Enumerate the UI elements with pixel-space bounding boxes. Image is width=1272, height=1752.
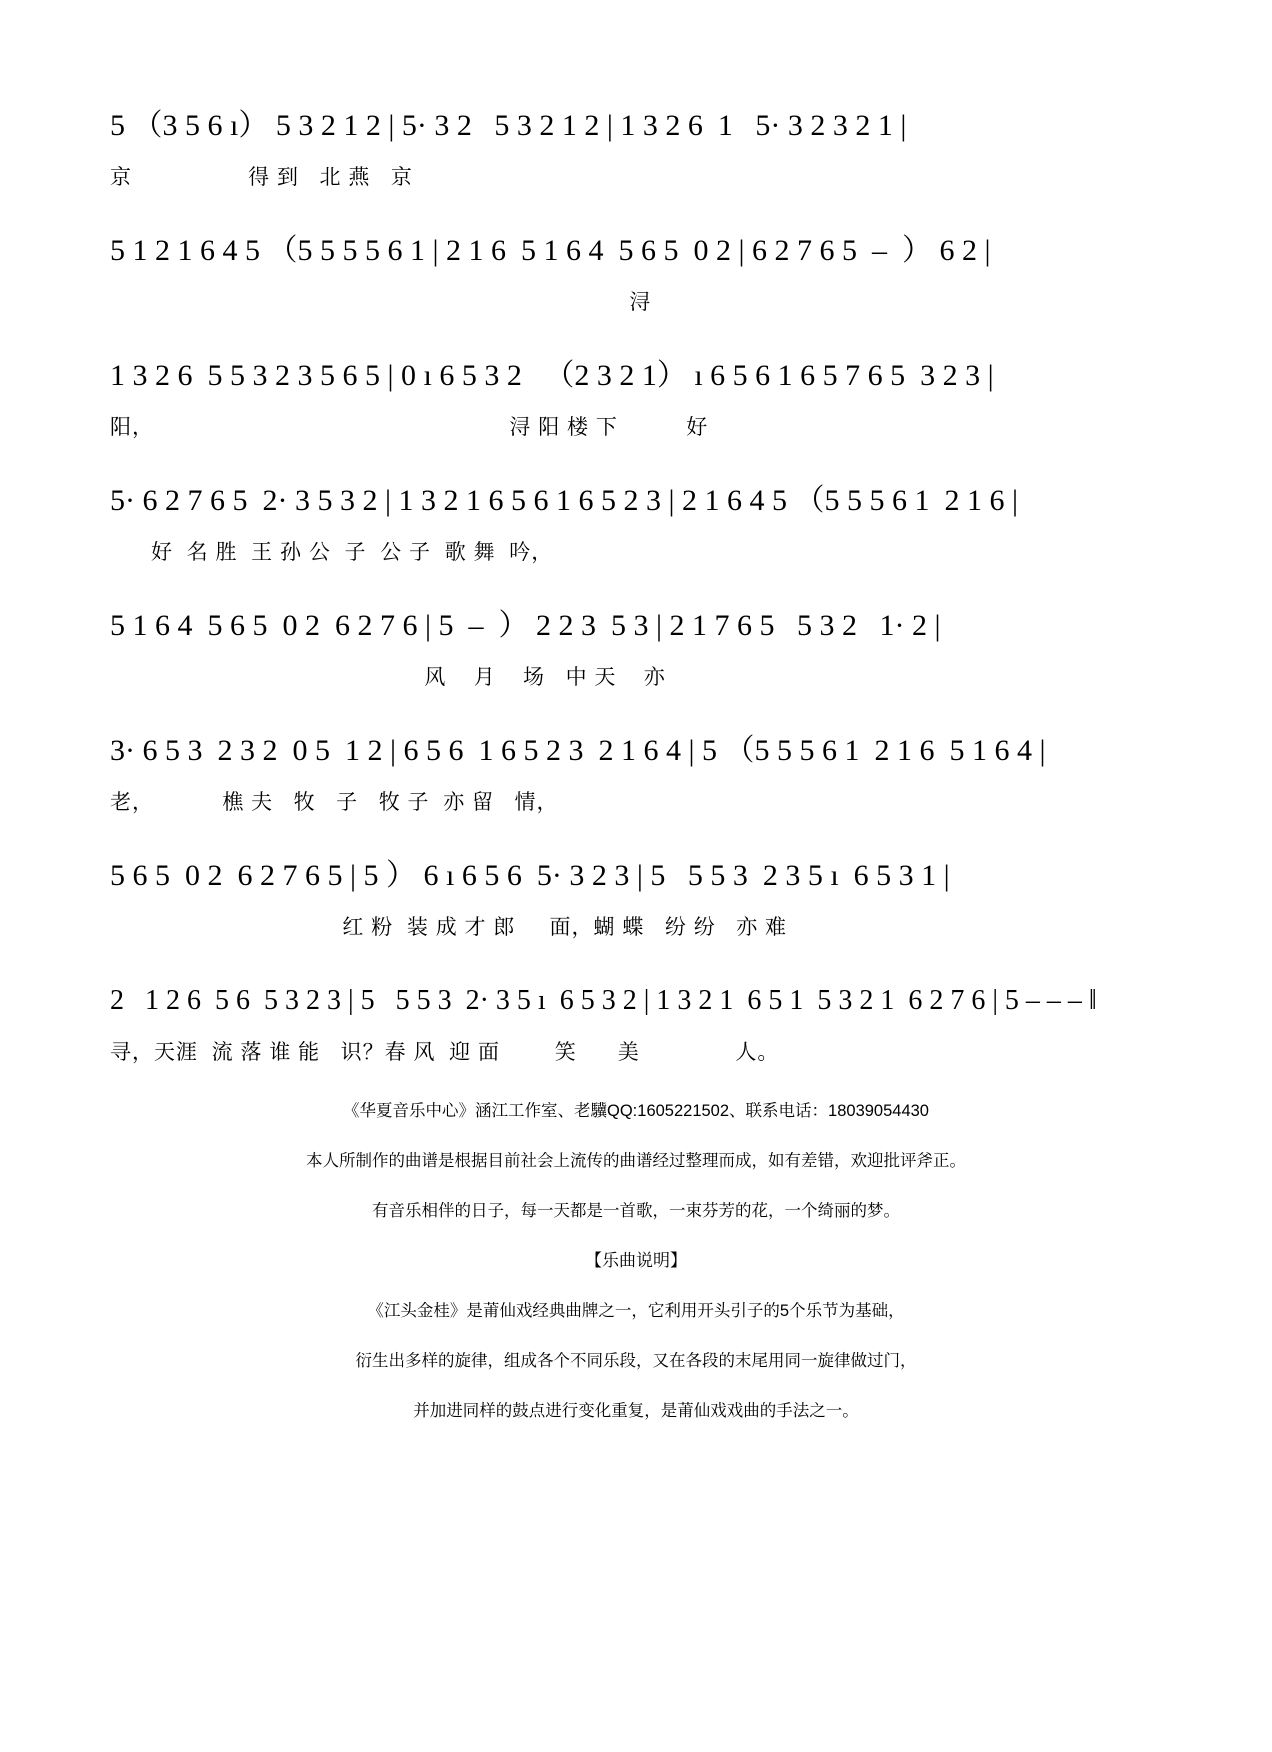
note-line [110,845,1120,907]
lyric-line [110,657,1120,699]
notation-system [110,595,1120,720]
footer-disclaimer: 本人所制作的曲谱是根据目前社会上流传的曲谱经过整理而成，如有差错，欢迎批评斧正。 [306,1152,966,1170]
footer-description-1: 《江头金桂》是莆仙戏经典曲牌之一，它利用开头引子的5个乐节为基础， [367,1302,905,1320]
notation-system [110,345,1120,470]
footer-contact: 《华夏音乐中心》涵江工作室、老驥QQ:1605221502、联系电话：18039054430 [343,1102,929,1120]
footer-notes [0,1100,1272,1450]
lyric-line [110,282,1120,324]
note-line [110,470,1120,532]
notation-system [110,720,1120,845]
notation-system [110,970,1120,1095]
lyric-text: 浔 [110,291,652,314]
notation-system [110,470,1120,595]
note-line [110,595,1120,657]
note-text: 5· 6 2 7 6 5 2· 3 5 3 2 | 1 3 2 1 6 5 6 1 6 5 2 3 | 2 1 6 4 5 （5 5 5 6 1 2 1 6 | [110,484,1018,517]
footer-quote: 有音乐相伴的日子，每一天都是一首歌，一束芬芳的花，一个绮丽的梦。 [372,1202,900,1220]
note-text: 1 3 2 6 5 5 3 2 3 5 6 5 | 0 ı 6 5 3 2 （2 3 2 1） ı 6 5 6 1 6 5 7 6 5 3 2 3 | [110,359,994,392]
lyric-text: 好 名 胜 王 孙 公 子 公 子 歌 舞 吟， [110,541,554,564]
note-text: 5 1 6 4 5 6 5 0 2 6 2 7 6 | 5 – ） 2 2 3 5 3 | 2 1 7 6 5 5 3 2 1· 2 | [110,609,941,642]
footer-description-2: 衍生出多样的旋律，组成各个不同乐段，又在各段的末尾用同一旋律做过门， [355,1352,917,1370]
lyric-line [110,532,1120,574]
lyric-text: 京 得 到 北 燕 京 [110,166,413,189]
note-text: 5 （3 5 6 ı） 5 3 2 1 2 | 5· 3 2 5 3 2 1 2 | 1 3 2 6 1 5· 3 2 3 2 1 | [110,109,907,142]
footer-section-title: 【乐曲说明】 [585,1251,687,1270]
lyric-text: 寻，天涯 流 落 谁 能 识？春 风 迎 面 笑 美 人。 [110,1041,780,1064]
lyric-text: 老， 樵 夫 牧 子 牧 子 亦 留 情， [110,791,559,814]
lyric-text: 风 月 场 中 天 亦 [110,666,666,689]
lyric-line [110,407,1120,449]
note-line [110,220,1120,282]
lyric-text: 红 粉 装 成 才 郎 面，蝴 蝶 纷 纷 亦 难 [110,916,788,939]
lyric-line [110,157,1120,199]
notation-system [110,95,1120,220]
footer-description-3: 并加进同样的鼓点进行变化重复，是莆仙戏戏曲的手法之一。 [413,1402,859,1420]
note-text: 5 6 5 0 2 6 2 7 6 5 | 5 ） 6 ı 6 5 6 5· 3 2 3 | 5 5 5 3 2 3 5 ı 6 5 3 1 | [110,859,950,892]
notation-area [110,95,1120,1095]
notation-system [110,845,1120,970]
note-line [110,970,1120,1032]
lyric-line [110,907,1120,949]
note-line [110,345,1120,407]
lyric-text: 阳， 浔 阳 楼 下 好 [110,416,709,439]
note-line [110,95,1120,157]
note-text: 3· 6 5 3 2 3 2 0 5 1 2 | 6 5 6 1 6 5 2 3 2 1 6 4 | 5 （5 5 5 6 1 2 1 6 5 1 6 4 | [110,734,1046,767]
note-text: 2 1 2 6 5 6 5 3 2 3 | 5 5 5 3 2· 3 5 ı 6 5 3 2 | 1 3 2 1 6 5 1 5 3 2 1 6 2 7 6 | 5 – – – ‖ [110,985,1097,1016]
lyric-line [110,782,1120,824]
notation-system [110,220,1120,345]
lyric-line [110,1032,1120,1074]
note-line [110,720,1120,782]
note-text: 5 1 2 1 6 4 5 （5 5 5 5 6 1 | 2 1 6 5 1 6 4 5 6 5 0 2 | 6 2 7 6 5 – ） 6 2 | [110,234,991,267]
